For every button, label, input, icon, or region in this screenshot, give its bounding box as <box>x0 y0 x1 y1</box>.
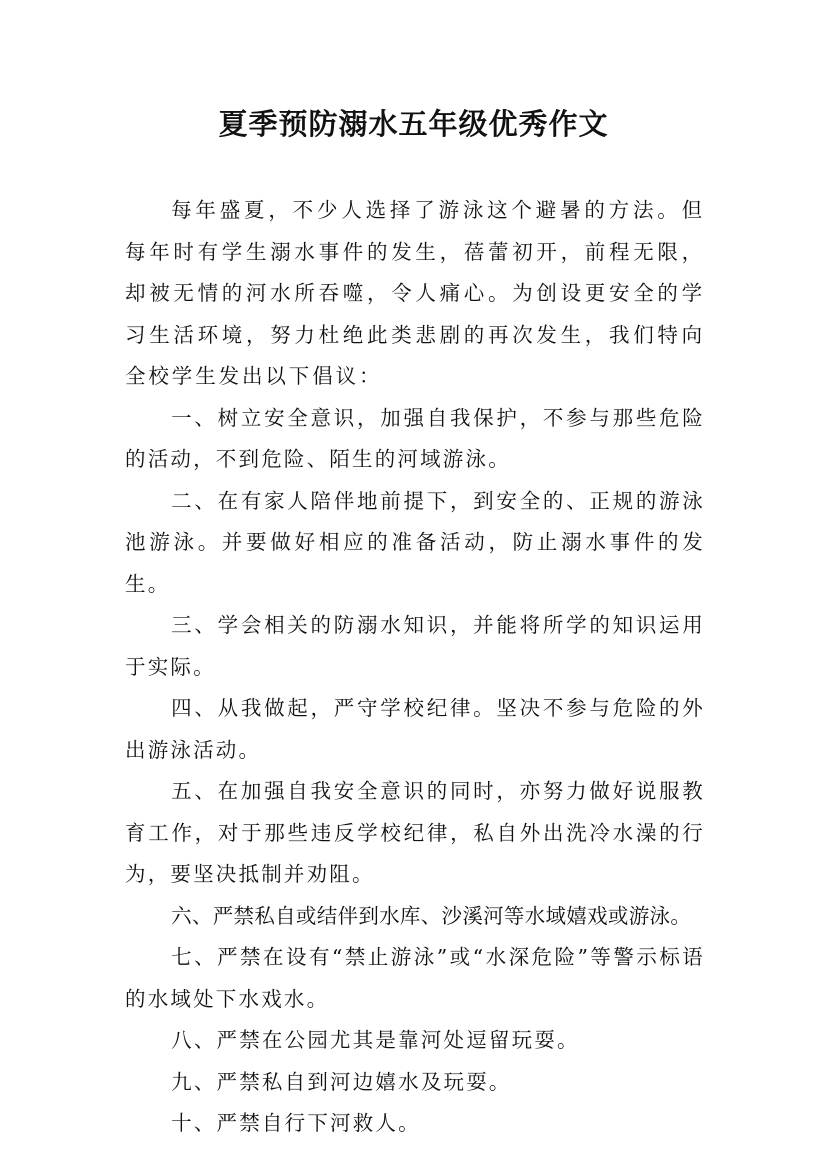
proposal-item-5: 五、在加强自我安全意识的同时，亦努力做好说服教育工作，对于那些违反学校纪律，私自外出洗冷水澡的行为，要坚决抵制并劝阻。 <box>125 779 705 886</box>
proposal-item-1: 一、树立安全意识，加强自我保护，不参与那些危险的活动，不到危险、陌生的河域游泳。 <box>125 405 705 471</box>
intro-paragraph: 每年盛夏，不少人选择了游泳这个避暑的方法。但每年时有学生溺水事件的发生，蓓蕾初开，前程无限，却被无情的河水所吞噬，令人痛心。为创设更安全的学习生活环境，努力杜绝此类悲剧的再次发生，我们特向全校学生发出以下倡议： <box>125 198 705 388</box>
proposal-item-8: 八、严禁在公园尤其是靠河处逗留玩耍。 <box>171 1028 580 1052</box>
proposal-item-7: 七、严禁在设有“禁止游泳”或“水深危险”等警示标语的水域处下水戏水。 <box>125 945 705 1011</box>
proposal-item-9: 九、严禁私自到河边嬉水及玩耍。 <box>171 1069 512 1094</box>
proposal-item-4: 四、从我做起，严守学校纪律。坚决不参与危险的外出游泳活动。 <box>125 696 705 762</box>
document-body <box>125 190 705 1145</box>
document-title: 夏季预防溺水五年级优秀作文 <box>218 107 609 141</box>
proposal-item-10: 十、严禁自行下河救人。 <box>171 1111 421 1135</box>
proposal-item-6: 六、严禁私自或结伴到水库、沙溪河等水域嬉戏或游泳。 <box>171 903 692 928</box>
proposal-item-2: 二、在有家人陪伴地前提下，到安全的、正规的游泳池游泳。并要做好相应的准备活动，防止溺水事件的发生。 <box>125 488 705 596</box>
proposal-item-3: 三、学会相关的防溺水知识，并能将所学的知识运用于实际。 <box>125 613 705 679</box>
